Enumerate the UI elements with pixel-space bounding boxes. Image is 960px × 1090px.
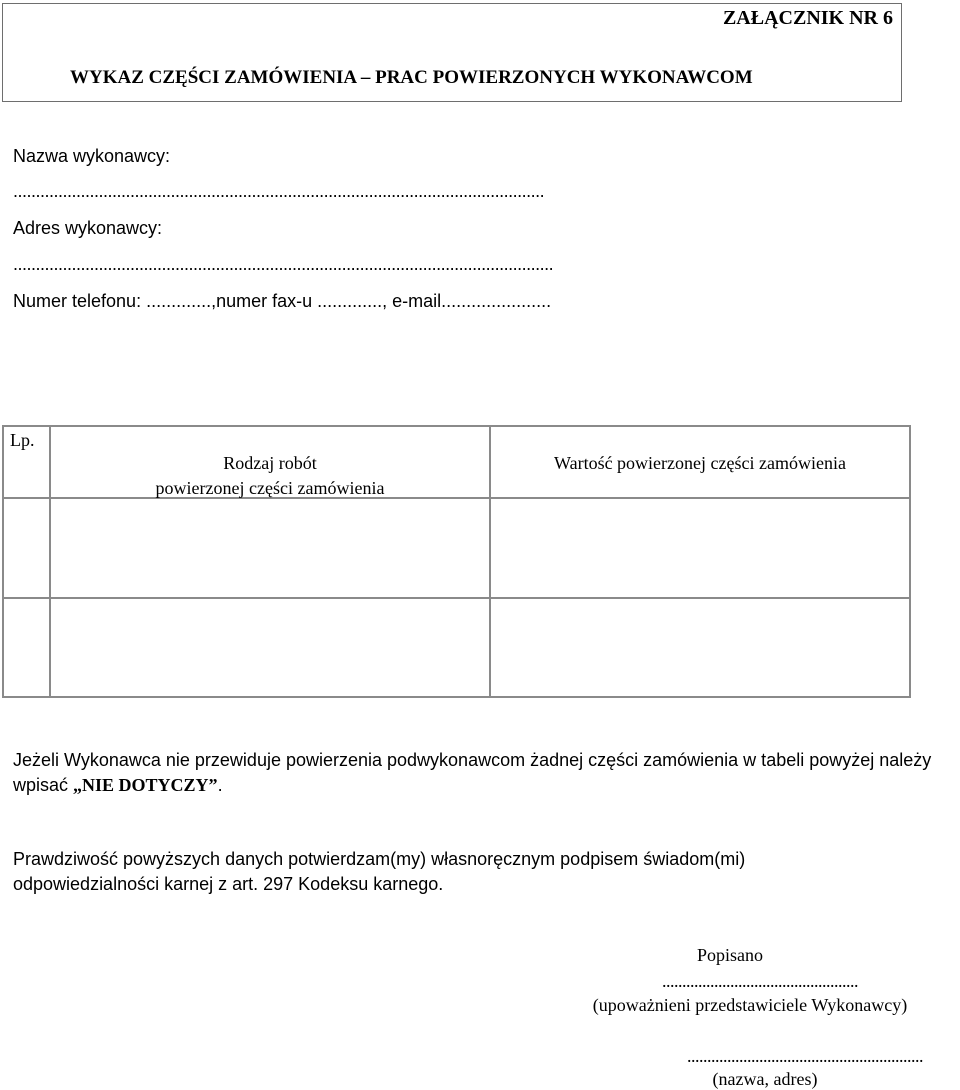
table-row-1-type-cell[interactable]	[51, 499, 489, 597]
table-border-right	[909, 425, 911, 698]
contractor-name-label: Nazwa wykonawcy:	[13, 146, 171, 166]
table-row-2-type-cell[interactable]	[51, 599, 489, 696]
column-header-value: Wartość powierzonej części zamówienia	[554, 453, 846, 473]
contact-line: Numer telefonu: .............,numer fax-u ............., e-mail......................	[13, 291, 552, 311]
table-row-2-value-cell[interactable]	[491, 599, 909, 696]
table-row-2-lp-cell[interactable]	[4, 599, 49, 696]
annex-number: ZAŁĄCZNIK NR 6	[722, 7, 893, 29]
liability-statement: Prawdziwość powyższych danych potwierdzam(my) własnoręcznym podpisem świadom(mi) odpowiedzialności karnej z art. 297 Kodeksu karnego.	[13, 849, 746, 894]
column-header-type-line2: powierzonej części zamówienia	[155, 478, 385, 498]
name-address-field[interactable]: ...........................................................	[687, 1046, 923, 1066]
note-end: .	[217, 775, 223, 795]
signed-label: Popisano	[697, 945, 764, 965]
column-header-type-line1: Rodzaj robót	[223, 453, 317, 473]
name-address-caption: (nazwa, adres)	[712, 1069, 818, 1089]
contractor-address-field[interactable]: ........................................................................................................................	[13, 254, 554, 274]
signature-caption: (upoważnieni przedstawiciele Wykonawcy)	[592, 995, 908, 1015]
note-text: Jeżeli Wykonawca nie przewiduje powierzenia podwykonawcom żadnej części zamówienia w tabeli powyżej należy wpisać	[13, 750, 932, 795]
table-row-1-value-cell[interactable]	[491, 499, 909, 597]
document-title: WYKAZ CZĘŚCI ZAMÓWIENIA – PRAC POWIERZONYCH WYKONAWCOM	[70, 67, 753, 88]
table-row-1-lp-cell[interactable]	[4, 499, 49, 597]
contractor-name-field[interactable]: ......................................................................................................................	[13, 181, 545, 201]
column-header-lp: Lp.	[10, 430, 35, 450]
signature-field[interactable]: .................................................	[662, 971, 858, 991]
contractor-address-label: Adres wykonawcy:	[13, 218, 163, 238]
not-applicable-note	[13, 748, 953, 798]
subcontract-table	[2, 425, 911, 698]
header-box	[2, 3, 902, 102]
table-border-top	[2, 425, 911, 427]
table-border-bottom	[2, 696, 911, 698]
not-applicable-phrase: „NIE DOTYCZY”	[73, 775, 218, 795]
